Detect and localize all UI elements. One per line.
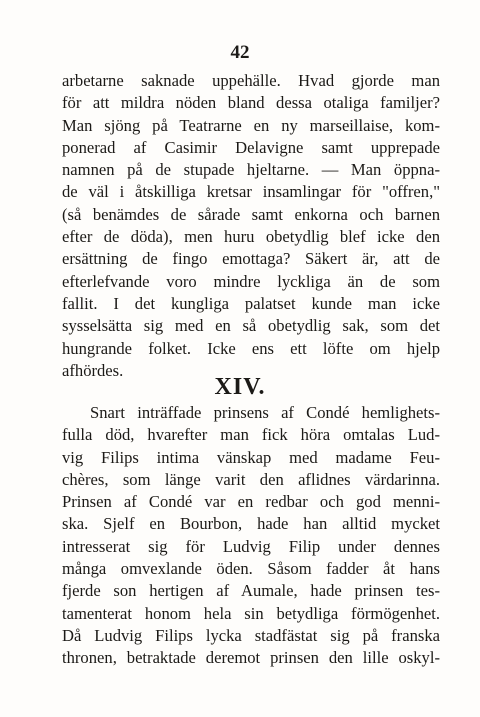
text-line: de väl i åtskilliga kretsar insamlingar för "offren," [62,182,440,202]
text-line: fallit. I det kungliga palatset kunde man icke [62,293,440,313]
text-line: Prinsen af Condé var en redbar och god menni- [62,492,440,512]
paragraph-1 [62,70,440,382]
text-line: tamenterat honom hela sin betydliga förmögenhet. [62,603,440,623]
text-line: fulla död, hvarefter man fick höra omtalas Lud- [62,425,440,445]
paragraph-2 [62,402,440,670]
text-line: arbetarne saknade uppehälle. Hvad gjorde man [62,71,440,90]
text-line: efter de döda), men huru obetydlig blef icke den [62,227,440,247]
text-line: namnen på de stupade hjeltarne. — Man öppna- [62,160,440,180]
text-line: afhördes. [62,360,124,380]
text-line: Man sjöng på Teatrarne en ny marseillaise, kom- [62,115,440,135]
text-line: Då Ludvig Filips lycka stadfästat sig på franska [62,625,440,645]
text-line: ska. Sjelf en Bourbon, hade han alltid mycket [62,514,440,534]
text-line: för att mildra nöden bland dessa otaliga familjer? [62,93,440,113]
text-line: efterlefvande voro mindre lyckliga än de som [62,271,440,291]
text-line: ponerad af Casimir Delavigne samt upprepade [62,137,440,157]
section-heading: XIV. [214,374,266,400]
text-line: sysselsätta sig med en så obetydlig sak, som det [62,316,440,336]
text-line: fjerde son hertigen af Aumale, hade prinsen tes- [62,581,440,601]
text-line: chères, som länge varit den aflidnes värdarinna. [62,469,440,489]
page-number: 42 [230,42,250,63]
text-line: (så benämdes de sårade samt enkorna och barnen [62,204,440,224]
text-line: thronen, betraktade deremot prinsen den lille oskyl- [62,648,440,668]
text-line: intresserat sig för Ludvig Filip under dennes [62,536,440,556]
text-line: många omvexlande öden. Såsom fadder åt hans [62,559,440,579]
text-line: ersättning de fingo emottaga? Säkert är, att de [62,249,440,269]
text-line: hungrande folket. Icke ens ett löfte om hjelp [62,338,440,358]
text-line: Snart inträffade prinsens af Condé hemlighets- [90,403,440,422]
text-line: vig Filips intima vänskap med madame Feu- [62,447,440,467]
